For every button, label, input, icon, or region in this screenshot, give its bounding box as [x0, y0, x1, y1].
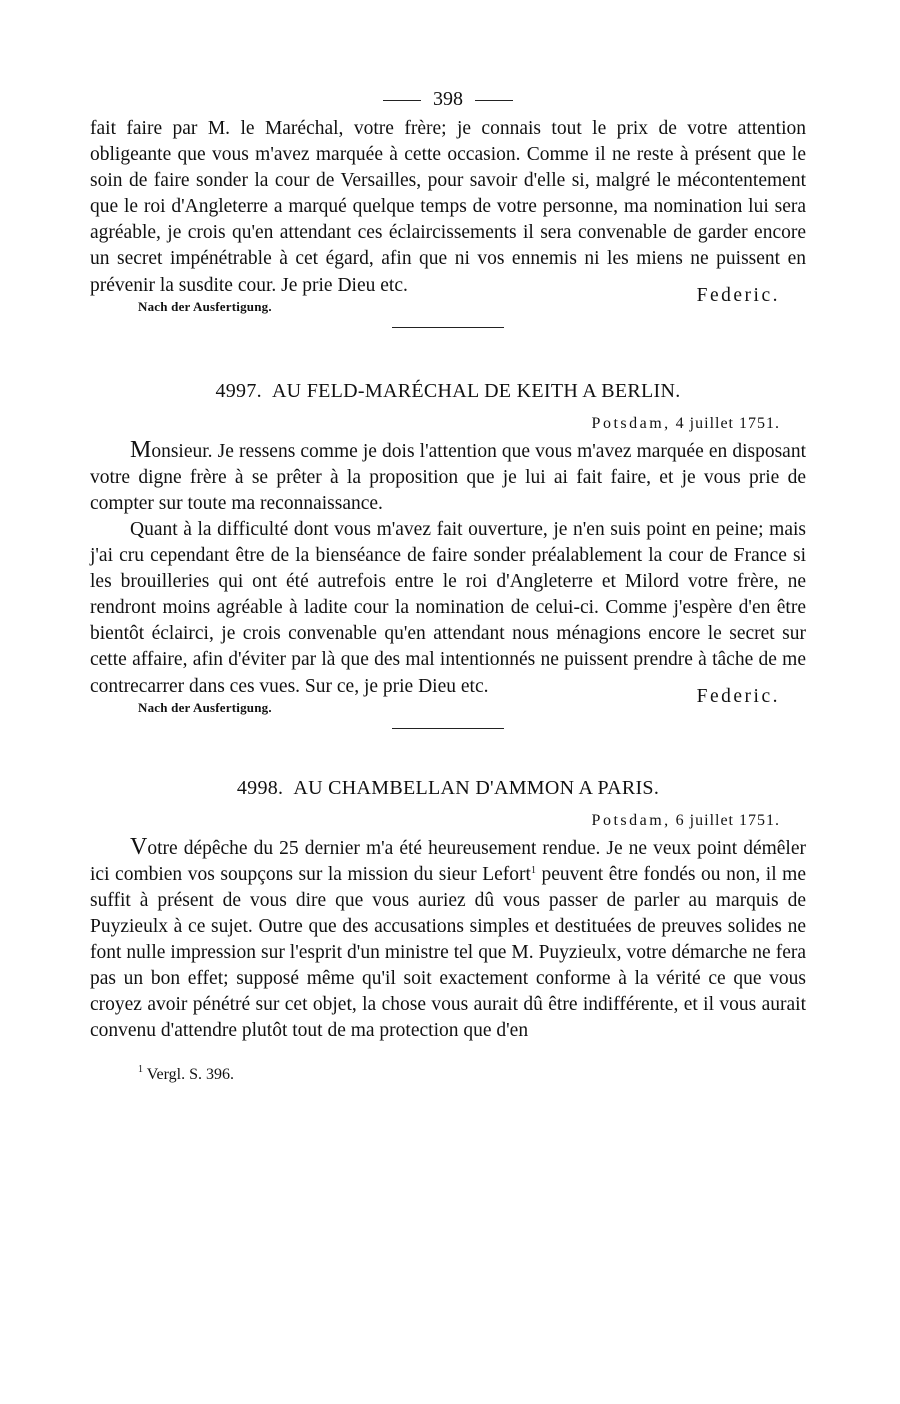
paragraph-text: onsieur. Je ressens comme je dois l'attention que vous m'avez marquée en disposant votre digne frère à se prêter à la proposition que je lui ai fait faire, et je vous prie de compter sur toute ma reconnaissance. — [90, 440, 806, 514]
signature-row — [90, 685, 806, 722]
signature-row — [90, 284, 806, 321]
letter-place: Potsdam, — [591, 414, 671, 432]
letter-paragraph: Quant à la difficulté dont vous m'avez fait ouverture, je n'en suis point en peine; mais j'ai cru cependant être de la bienséance de faire sonder préalablement la cour de France si les brouilleries qui ont été autrefois entre le roi d'Angleterre et Milord votre frère, ne rendront moins agréable à ladite cour la nomination de celui-ci. Comme j'espère d'en être bientôt éclairci, je crois convenable qu'en attendant nous ménagions encore le secret sur cette affaire, afin d'éviter par là que des mal intentionnés ne puissent prendre à tâche de me contrecarrer dans ces vues. Sur ce, je prie Dieu etc. — [90, 518, 806, 697]
letter-paragraph — [90, 834, 806, 1045]
letter-number: 4998. — [236, 776, 284, 799]
continuation-paragraph: fait faire par M. le Maréchal, votre frère; je connais tout le prix de votre attention obligeante que vous m'avez marquée à cette occasion. Comme il ne reste à présent que le soin de faire sonder la cour de Versailles, pour savoir d'elle si, malgré le mécontentement que le roi d'Angleterre a marqué quelque temps de votre personne, ma nomination lui sera agréable, je crois qu'en attendant ces éclaircissements il sera convenable de garder encore un secret impénétrable à cet égard, afin que ni vos ennemis ni les miens ne puissent en prévenir la susdite cour. Je prie Dieu etc. — [90, 118, 806, 296]
letter-date: 4 juillet 1751. — [675, 414, 780, 432]
page-header — [90, 84, 806, 116]
letter-heading — [90, 777, 806, 800]
source-note: Nach der Ausfertigung. — [138, 298, 272, 314]
letter-paragraph — [90, 437, 806, 517]
signature: Federic. — [696, 284, 780, 306]
document-page — [90, 84, 806, 1084]
source-note: Nach der Ausfertigung. — [138, 699, 272, 715]
initial-letter: V — [130, 833, 148, 860]
letter-number: 4997. — [215, 379, 262, 402]
page-number: 398 — [433, 88, 463, 110]
initial-letter: M — [130, 436, 152, 463]
header-dash-left — [383, 100, 421, 101]
signature: Federic. — [696, 685, 780, 707]
header-dash-right — [475, 100, 513, 101]
letter-date: 6 juillet 1751. — [675, 811, 780, 829]
footnote — [90, 1066, 806, 1084]
letter-dateline — [90, 415, 806, 433]
footnote-reference: 1 — [530, 864, 536, 876]
footnote-marker: 1 — [138, 1064, 143, 1076]
letter-title: AU CHAMBELLAN D'AMMON A PARIS. — [293, 776, 660, 799]
footnote-text: Vergl. S. 396. — [146, 1066, 234, 1084]
paragraph-text: otre dépêche du 25 dernier m'a été heureusement rendue. Je ne veux point démêler ici combien vos soupçons sur la mission du sieur Lefort — [90, 837, 806, 885]
paragraph-text: peuvent être fondés ou non, il me suffit à présent de vous dire que vous auriez dû vous passer de parler au marquis de Puyzieulx à ce sujet. Outre que des accusations simples et destituées de preuves solides ne font nulle impression sur l'esprit d'un ministre tel que M. Puyzieulx, votre démarche ne fera pas un bon effet; supposé même qu'il soit exactement conforme à la vérité ce que vous croyez avoir pénétré sur cet objet, la chose vous aurait dû être indifférente, et il vous aurait convenu d'attendre plutôt tout de ma protection que d'en — [90, 863, 806, 1042]
letter-place: Potsdam, — [591, 811, 671, 829]
letter-heading — [90, 380, 806, 403]
letter-dateline — [90, 812, 806, 830]
letter-title: AU FELD-MARÉCHAL DE KEITH A BERLIN. — [271, 379, 681, 402]
